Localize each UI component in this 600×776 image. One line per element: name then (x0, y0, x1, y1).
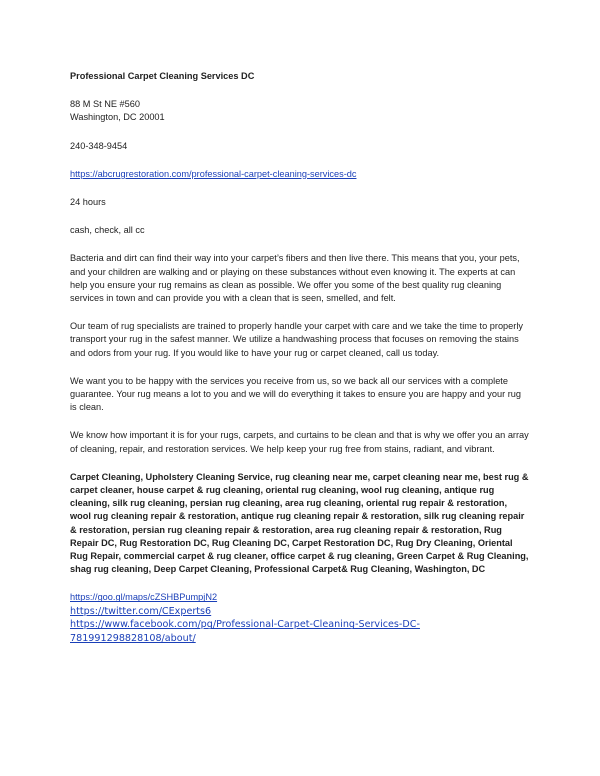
payment-methods: cash, check, all cc (70, 225, 145, 236)
address-block (70, 98, 530, 124)
document-title: Professional Carpet Cleaning Services DC (70, 71, 255, 81)
twitter-link[interactable]: https://twitter.com/CExperts6 (70, 605, 212, 617)
paragraph-team: Our team of rug specialists are trained to properly handle your carpet with care and we take the time to properly transport your rug in the safest manner. We utilize a handwashing process that focuses on removing the stains and odors from your rug. If you would like to have your rug or carpet cleaned, call us today. (70, 321, 523, 358)
website-link[interactable]: https://abcrugrestoration.com/professional-carpet-cleaning-services-dc (70, 168, 357, 179)
maps-link[interactable]: https://goo.gl/maps/cZSHBPumpjN2 (70, 592, 218, 603)
address-line-1: 88 M St NE #560 (70, 99, 140, 110)
social-links (70, 591, 530, 645)
keywords-paragraph: Carpet Cleaning, Upholstery Cleaning Service, rug cleaning near me, carpet cleaning near me, best rug & carpet cleaner, house carpet & rug cleaning, oriental rug cleaning, wool rug cleaning, antique rug cleaning, silk rug cleaning, persian rug cleaning, area rug cleaning, oriental rug repair & restoration, wool rug cleaning repair & restoration, antique rug cleaning repair & restoration, silk rug cleaning repair & restoration, persian rug cleaning repair & restoration, area rug cleaning repair & restoration, Rug Repair DC, Rug Restoration DC, Rug Cleaning DC, Carpet Restoration DC, Rug Dry Cleaning, Oriental Rug Repair, commercial carpet & rug cleaner, office carpet & rug cleaning, Green Carpet & Rug Cleaning, shag rug cleaning, Deep Carpet Cleaning, Professional Carpet& Rug Cleaning, Washington, DC (70, 471, 529, 575)
phone-number: 240-348-9454 (70, 140, 128, 151)
paragraph-services: We know how important it is for your rugs, carpets, and curtains to be clean and that is why we offer you an array of cleaning, repair, and restoration services. We help keep your rug free from stains, radiant, and vibrant. (70, 430, 529, 454)
facebook-link[interactable]: https://www.facebook.com/pg/Professional-Carpet-Cleaning-Services-DC-781991298828108/about/ (70, 619, 420, 644)
address-line-2: Washington, DC 20001 (70, 112, 165, 123)
paragraph-bacteria: Bacteria and dirt can find their way into your carpet’s fibers and then live there. This means that you, your pets, and your children are walking and or playing on these substances without even knowing it. The experts at can help you ensure your rug remains as clean as possible. We offer you some of the best quality rug cleaning services in town and can provide you with a clean that is seen, smelled, and felt. (70, 253, 520, 304)
business-hours: 24 hours (70, 197, 106, 208)
paragraph-guarantee: We want you to be happy with the services you receive from us, so we back all our services with a complete guarantee. Your rug means a lot to you and we will do everything it takes to ensure you are happy and your rug is clean. (70, 375, 521, 413)
